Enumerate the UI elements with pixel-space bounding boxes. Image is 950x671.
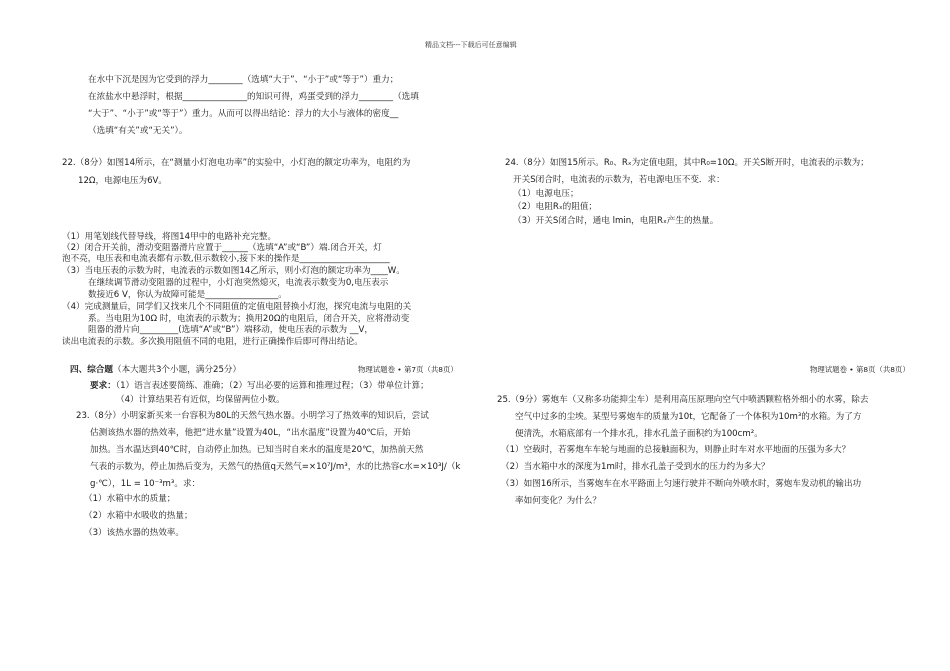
q24-line-1: 24.（8分）如图15所示。R₀、Rₓ为定值电阻，其中R₀=10Ω。开关S断开时，电流表的示数为；	[505, 158, 869, 168]
q23-line-8: （3）该热水器的热效率。	[84, 528, 184, 538]
q25-line-6: （3）如图16所示，当雾炮车在水平路面上匀速行驶并不断向外喷水时，雾炮车发动机的输出功	[501, 479, 862, 489]
top-line-4: （选填“有关”或“无关”）。	[88, 126, 188, 136]
q23-line-2: 估测该热水器的热效率，他把“进水量”设置为40L，“出水温度”设置为40℃后，开始	[90, 428, 411, 438]
q25-line-7: 率如何变化？为什么？	[515, 496, 601, 506]
q23-line-7: （2）水箱中水吸收的热量；	[84, 511, 193, 521]
q22-part-6: 数接近6 V，你认为故障可能是_________________。	[88, 290, 287, 300]
section4-note: （本大题共3个小题，满分25分）	[112, 365, 242, 375]
q22-part-3: 泡不亮，电压表和电流表都有示数,但示数较小,接下来的操作是_____________________	[62, 254, 390, 264]
footer-page7: 物理试题卷 • 第7页（共8页）	[358, 365, 458, 374]
section4-title: 四、综合题	[70, 365, 113, 375]
q22-part-8: 系。当电阻为10Ω 时，电流表的示数为；换用20Ω的电阻后，闭合开关，应将滑动变	[88, 314, 410, 324]
page-header: 精品文档---下载后可任意编辑	[425, 41, 517, 49]
q22-line-1: 22.（8分）如图14所示，在“测量小灯泡电功率”的实验中，小灯泡的额定功率为，电阻约为	[62, 158, 411, 168]
q24-line-5: （3）开关S闭合时，通电 lmin，电阻Rₓ产生的热量。	[513, 216, 719, 226]
q24-line-4: （2）电阻Rₓ的阻值；	[513, 202, 598, 212]
requirements-item-2: （4）计算结果若有近似，均保留两位小数。	[116, 395, 285, 405]
q24-line-2: 开关S闭合时，电流表的示数为，若电源电压不变．求：	[513, 175, 725, 185]
requirements-item-1: （1）语言表述要简练、准确；（2）写出必要的运算和推理过程；（3）带单位计算；	[115, 381, 429, 391]
q23-line-5: g·℃），1L = 10⁻³m³。求：	[90, 479, 201, 489]
q25-line-3: 便清洗，水箱底部有一个排水孔，排水孔盖子面积约为100cm²。	[515, 429, 763, 439]
footer-page8: 物理试题卷 • 第8页（共8页）	[810, 365, 910, 374]
q23-line-6: （1）水箱中水的质量；	[84, 494, 176, 504]
q22-part-7: （4）完成测量后，同学们又找来几个不同阻值的定值电阻替换小灯泡，探究电流与电阻的关	[62, 302, 412, 312]
q23-line-3: 加热。当水温达到40℃时，自动停止加热。已知当时自来水的温度是20℃，加热前天然	[90, 445, 424, 455]
q23-line-1: 23.（8分）小明家新买来一台容积为80L的天然气热水器。小明学习了热效率的知识后，尝试	[76, 411, 429, 421]
q25-line-1: 25.（9分）雾炮车（又称多功能抑尘车）是利用高压原理向空气中喷洒颗粒格外细小的水雾，除去	[497, 395, 869, 405]
top-line-3: “大于”、“小于”或“等于”）重力。从而可以得出结论：浮力的大小与液体的密度__	[88, 109, 399, 119]
q24-line-3: （1）电源电压；	[513, 189, 579, 199]
q22-part-10: 读出电流表的示数。多次换用阻值不同的电阻，进行正确操作后即可得出结论。	[62, 337, 363, 347]
top-line-1: 在水中下沉是因为它受到的浮力________（选填“大于”、“小于”或“等于”）重力；	[88, 75, 399, 85]
q22-line-2: 12Ω，电源电压为6V。	[78, 176, 168, 186]
top-line-2: 在浓盐水中悬浮时，根据_______________的知识可得，鸡蛋受到的浮力________（选填	[88, 92, 419, 102]
q23-line-4: 气表的示数为，停止加热后变为，天然气的热值q天然气=×10⁷J/m³，水的比热容c水=×10³J/（k	[90, 462, 461, 472]
q25-line-4: （1）空载时，若雾炮车车轮与地面的总接触面积为，则静止时车对水平地面的压强为多大？	[501, 445, 851, 455]
q22-part-2: （2）闭合开关前，滑动变阻器滑片应置于______（选填“A”或“B”）端.闭合开关，灯	[62, 243, 382, 253]
q22-part-5: 在继续调节滑动变阻器的过程中，小灯泡突然熄灭，电流表示数变为0,电压表示	[88, 278, 389, 288]
q22-part-9: 阻器的滑片向_________(选填“A”或“B”）端移动，使电压表的示数为 __V，	[88, 325, 373, 335]
q25-line-5: （2）当水箱中水的深度为1m时，排水孔盖子受到水的压力约为多大？	[501, 462, 770, 472]
q22-part-4: （3）当电压表的示数为时，电流表的示数如图14乙所示，则小灯泡的额定功率为____W。	[62, 266, 405, 276]
q25-line-2: 空气中过多的尘埃。某型号雾炮车的质量为10t，它配备了一个体积为10m³的水箱。为了方	[515, 412, 862, 422]
requirements-line-1	[90, 381, 429, 392]
requirements-label: 要求：	[90, 381, 116, 391]
q22-part-1: （1）用笔划线代替导线，将图14甲中的电路补充完整。	[62, 232, 277, 242]
section4-heading	[70, 365, 241, 376]
